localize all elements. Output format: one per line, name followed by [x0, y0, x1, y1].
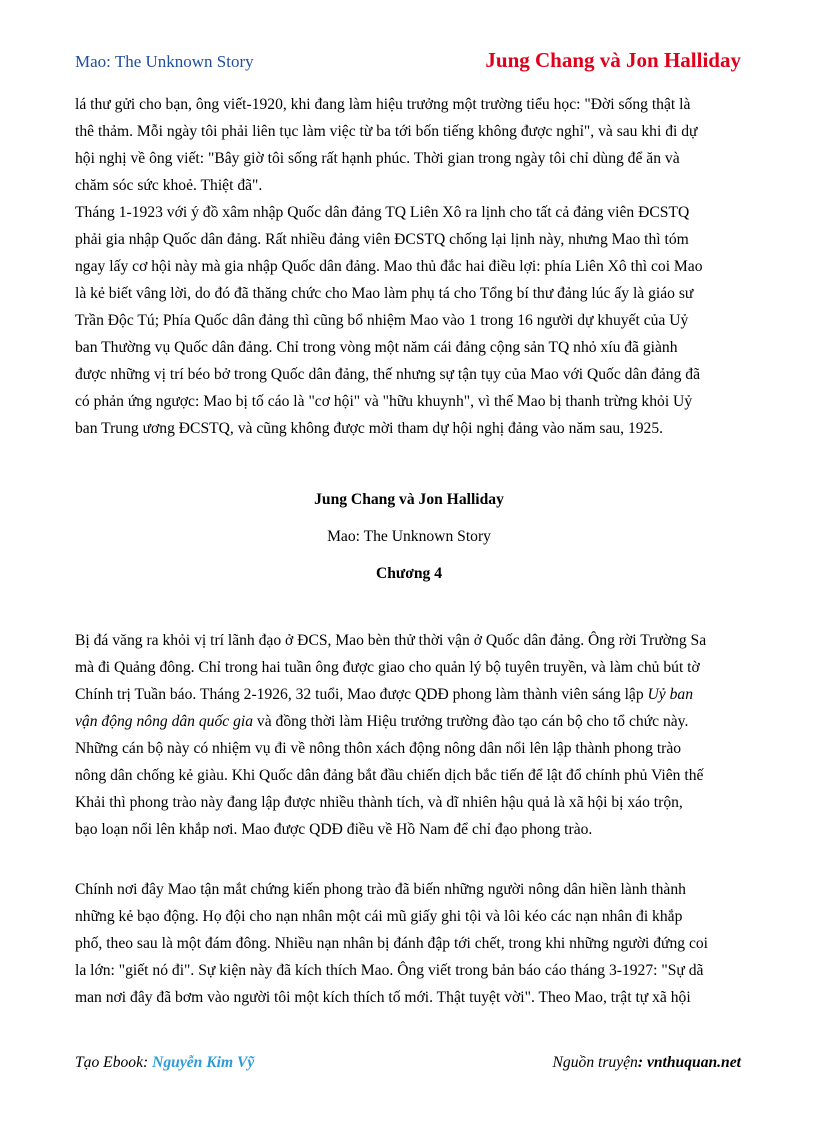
- text-line: man nơi đây đã bơm vào người tôi một kích thích tố mới. Thật tuyệt vời". Theo Mao, trật tự xã hội: [75, 989, 691, 1006]
- chapter-number: Chương 4: [375, 565, 443, 582]
- footer-separator: :: [637, 1054, 647, 1071]
- text-line: phải gia nhập Quốc dân đảng. Rất nhiều đảng viên ĐCSTQ chống lại lịnh này, nhưng Mao thì tóm: [75, 231, 689, 248]
- footer-ebook-label: Tạo Ebook: [75, 1054, 144, 1071]
- text-line: [75, 681, 743, 708]
- text-line: Khải thì phong trào này đang lập được nhiều thành tích, và dĩ nhiên hậu quả là xã hội bị xáo trộn,: [75, 794, 683, 811]
- italic-term: Uỷ ban: [647, 686, 694, 703]
- footer-separator: :: [143, 1054, 153, 1071]
- text-line: Những cán bộ này có nhiệm vụ đi về nông thôn xách động nông dân nổi lên lập thành phong trào: [75, 740, 682, 757]
- page-footer: [75, 1054, 741, 1078]
- text-line: chăm sóc sức khoẻ. Thiệt đã".: [75, 177, 263, 194]
- footer-source-label: Nguồn truyện: [552, 1054, 638, 1071]
- chapter-author-heading: Jung Chang và Jon Halliday: [314, 491, 504, 508]
- text-line: phố, theo sau là một đám đông. Nhiều nạn nhân bị đánh đập tới chết, trong khi những người đứng coi: [75, 935, 709, 952]
- text-line: Tháng 1-1923 với ý đồ xâm nhập Quốc dân đảng TQ Liên Xô ra lịnh cho tất cả đảng viên ĐCSTQ: [75, 204, 690, 221]
- text-line: Bị đá văng ra khỏi vị trí lãnh đạo ở ĐCS, Mao bèn thử thời vận ở Quốc dân đảng. Ông rời Trường Sa: [75, 632, 707, 649]
- text-line: ban Trung ương ĐCSTQ, và cũng không được mời tham dự hội nghị đảng vào năm sau, 1925.: [75, 420, 664, 437]
- italic-term: vận động nông dân quốc gia: [75, 713, 254, 730]
- text-line: là kẻ biết vâng lời, do đó đã thăng chức cho Mao làm phụ tá cho Tổng bí thư đảng lúc ấy là giáo sư: [75, 285, 694, 302]
- text-line: lá thư gửi cho bạn, ông viết-1920, khi đang làm hiệu trưởng một trường tiểu học: "Đời sống thật là: [75, 96, 691, 113]
- text-span: và đồng thời làm Hiệu trưởng trường đào tạo cán bộ cho tổ chức này.: [253, 713, 689, 730]
- text-line: nông dân chống kẻ giàu. Khi Quốc dân đảng bắt đầu chiến dịch bắc tiến để lật đổ chính phủ Viên thế: [75, 767, 704, 784]
- text-line: mà đi Quảng đông. Chỉ trong hai tuần ông được giao cho quản lý bộ tuyên truyền, và làm chủ bút tờ: [75, 659, 700, 676]
- text-line: thê thảm. Mỗi ngày tôi phải liên tục làm việc từ ba tới bốn tiếng không được nghỉ", và sau khi đi dự: [75, 123, 698, 140]
- continuation-paragraph: [75, 91, 743, 442]
- text-line: ngay lấy cơ hội này mà gia nhập Quốc dân đảng. Mao thủ đắc hai điều lợi: phía Liên Xô thì coi Mao: [75, 258, 703, 275]
- footer-ebook-credit: [75, 1054, 254, 1072]
- text-line: Trần Độc Tú; Phía Quốc dân đảng thì cũng bổ nhiệm Mao vào 1 trong 16 người dự khuyết của Uỷ: [75, 312, 689, 329]
- chapter-paragraph-2: [75, 876, 743, 1011]
- page-header: [75, 48, 741, 78]
- text-line: được những vị trí béo bở trong Quốc dân đảng, thế nhưng sự tận tụy của Mao với Quốc dân đảng đã: [75, 366, 700, 383]
- footer-creator-name: Nguyễn Kim Vỹ: [152, 1054, 255, 1071]
- footer-source-site: vnthuquan.net: [646, 1054, 741, 1071]
- chapter-book-title: Mao: The Unknown Story: [327, 528, 491, 545]
- header-authors: Jung Chang và Jon Halliday: [485, 48, 741, 72]
- text-line: ban Thường vụ Quốc dân đảng. Chỉ trong vòng một năm cái đảng cộng sản TQ nhỏ xíu đã giành: [75, 339, 678, 356]
- text-line: hội nghị về ông viết: "Bây giờ tôi sống rất hạnh phúc. Thời gian trong ngày tôi chỉ dùng để ăn và: [75, 150, 680, 167]
- text-line: [75, 708, 743, 735]
- chapter-paragraph-1: [75, 627, 743, 843]
- header-book-title: Mao: The Unknown Story: [75, 52, 254, 71]
- text-line: Chính nơi đây Mao tận mắt chứng kiến phong trào đã biến những người nông dân hiền lành thành: [75, 881, 686, 898]
- text-span: Chính trị Tuần báo. Tháng 2-1926, 32 tuổi, Mao được QDĐ phong làm thành viên sáng lập: [75, 686, 648, 703]
- footer-source-credit: [553, 1054, 741, 1072]
- text-line: có phản ứng ngược: Mao bị tố cáo là "cơ hội" và "hữu khuynh", vì thế Mao bị thanh trừng khỏi Uỷ: [75, 393, 693, 410]
- text-line: la lớn: "giết nó đi". Sự kiện này đã kích thích Mao. Ông viết trong bản báo cáo tháng 3-1927: "Sự dã: [75, 962, 704, 979]
- text-line: bạo loạn nổi lên khắp nơi. Mao được QDĐ điều về Hồ Nam để chỉ đạo phong trào.: [75, 821, 593, 838]
- text-line: những kẻ bạo động. Họ đội cho nạn nhân một cái mũ giấy ghi tội và lôi kéo các nạn nhân đi khắp: [75, 908, 683, 925]
